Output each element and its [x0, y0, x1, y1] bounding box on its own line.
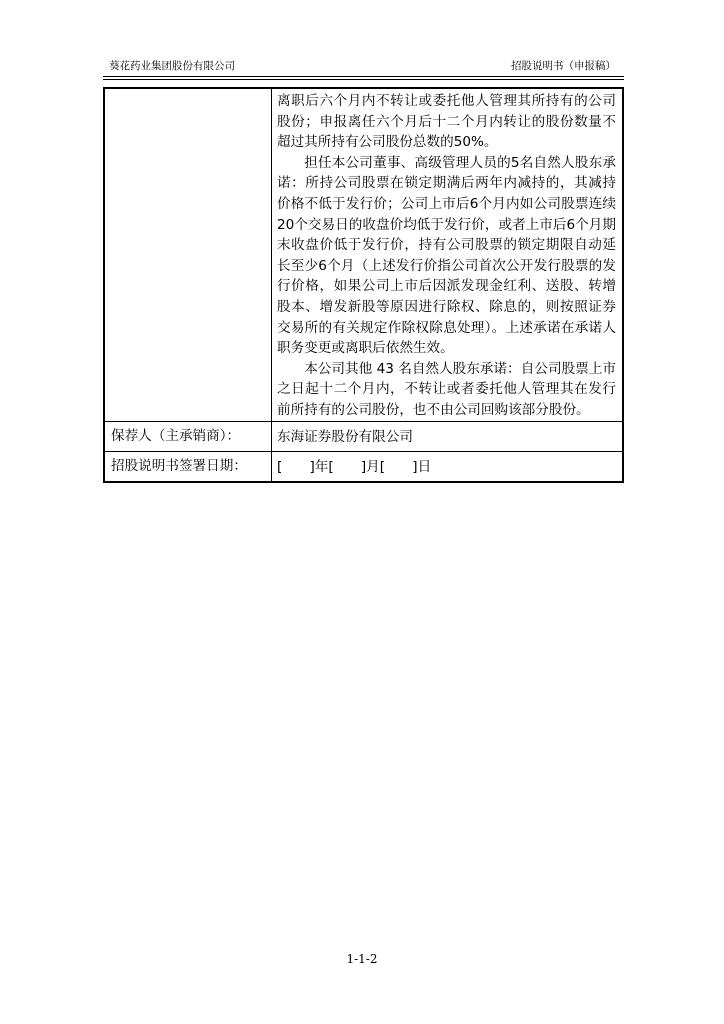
lockup-paragraph-3: 本公司其他 43 名自然人股东承诺：自公司股票上市之日起十二个月内，不转让或者委托他人管理其在发行前所持有的公司股份，也不由公司回购该部分股份。: [277, 360, 616, 418]
lockup-paragraph-2: 担任本公司董事、高级管理人员的5名自然人股东承诺：所持公司股票在锁定期满后两年内减持的，其减持价格不低于发行价；公司上市后6个月内如公司股票连续20个交易日的收盘价均低于发行价，或者上市后6个月期末收盘价低于发行价，持有公司股票的锁定期限自动延长至少6个月（上述发行价指公司首次公开发行股票的发行价格，如果公司上市后因派发现金红利、送股、转增股本、增发新股等原因进行除权、除息的，则按照证券交易所的有关规定作除权除息处理）。上述承诺在承诺人职务变更或离职后依然生效。: [277, 154, 616, 357]
header-rule-bottom: [103, 79, 624, 80]
sponsor-label: 保荐人（主承销商）：: [104, 421, 272, 451]
signing-date-value: [ ]年[ ]月[ ]日: [272, 451, 624, 482]
row1-label: [104, 88, 272, 421]
lockup-paragraph-1: 离职后六个月内不转让或委托他人管理其所持有的公司股份；申报离任六个月后十二个月内转让的股份数量不超过其所持有公司股份总数的50%。: [277, 93, 616, 151]
page-header: [103, 59, 624, 75]
company-name: 葵花药业集团股份有限公司: [109, 60, 235, 72]
info-table: [103, 87, 624, 483]
table-row: [104, 451, 623, 482]
document-title: 招股说明书（申报稿）: [511, 60, 616, 72]
table-row: [104, 88, 623, 421]
table-row: [104, 421, 623, 451]
row1-content: [272, 88, 624, 421]
signing-date-label: 招股说明书签署日期：: [104, 451, 272, 482]
header-rule-top: [103, 76, 624, 77]
page-number: 1-1-2: [346, 952, 378, 966]
sponsor-value: 东海证券股份有限公司: [272, 421, 624, 451]
